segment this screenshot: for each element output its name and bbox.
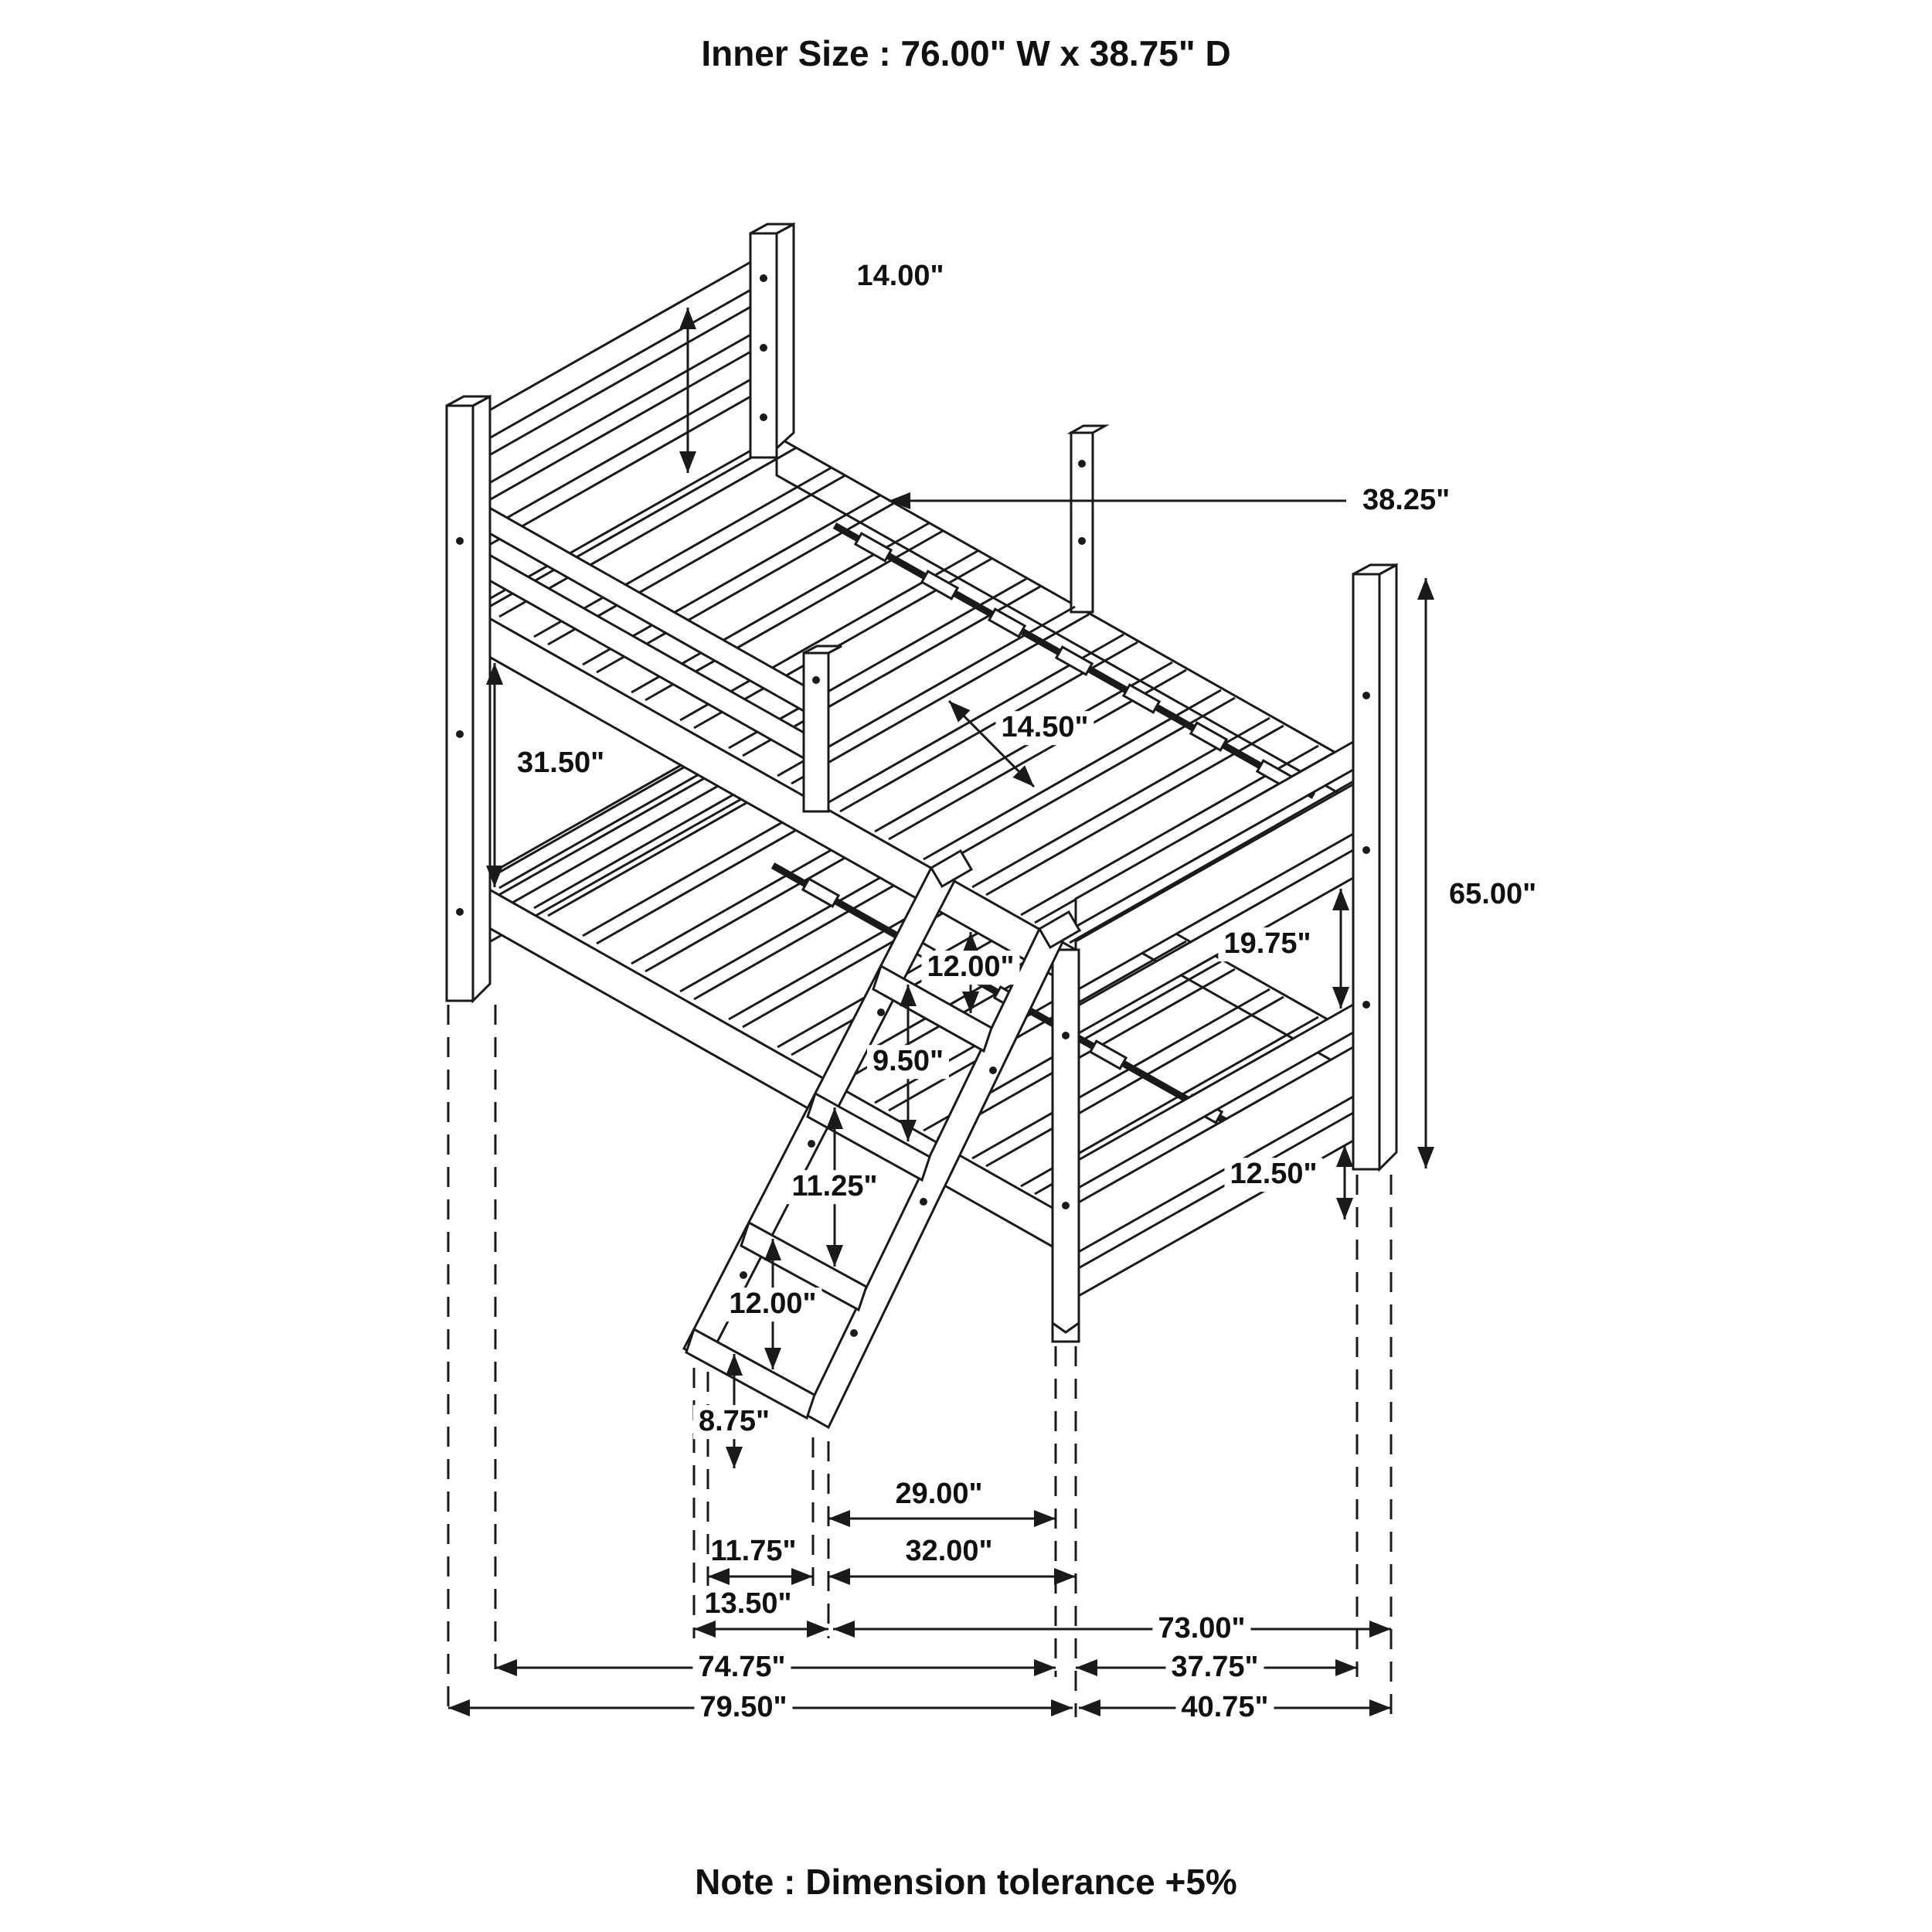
dim-bunk-clearance: 31.50" — [512, 747, 610, 781]
dim-overall-height: 65.00" — [1444, 878, 1542, 912]
dim-headboard-height: 14.00" — [856, 260, 944, 293]
head-front-post-side — [473, 396, 490, 1001]
dim-ladder-4: 12.00" — [723, 1287, 821, 1321]
dim-ladder-3: 11.25" — [786, 1170, 883, 1204]
foot-back-post — [1353, 574, 1379, 1169]
page-title: Inner Size : 76.00" W x 38.75" D — [701, 33, 1231, 73]
dim-frame-length: 74.75" — [692, 1651, 791, 1685]
dim-foot-panel-gap: 19.75" — [1218, 927, 1316, 961]
dim-overall-depth: 40.75" — [1175, 1691, 1274, 1725]
dim-ladder-2: 9.50" — [867, 1045, 949, 1079]
dim-upper-rail: 14.50" — [995, 711, 1094, 745]
foot-front-post — [1053, 950, 1079, 1342]
back-guard-post — [1071, 433, 1093, 612]
dim-ladder-bottom: 8.75" — [693, 1405, 775, 1439]
dim-ladder-run: 29.00" — [895, 1478, 983, 1511]
dim-ladder-offset: 32.00" — [905, 1535, 993, 1568]
head-back-post-side — [777, 224, 794, 448]
foot-back-post-side — [1379, 565, 1396, 1169]
dim-ladder-top: 12.00" — [921, 951, 1019, 985]
dim-frame-inner-depth: 37.75" — [1165, 1651, 1264, 1685]
dim-slat-depth: 38.25" — [1362, 484, 1451, 517]
dim-ladder-outer-width: 13.50" — [704, 1587, 792, 1621]
dim-ladder-inner-width: 11.75" — [710, 1535, 797, 1568]
back-guard-post-cap — [1071, 426, 1105, 433]
dim-overall-length: 79.50" — [694, 1691, 792, 1725]
dim-frame-inner-length: 73.00" — [1152, 1612, 1250, 1646]
note-text: Note : Dimension tolerance +5% — [695, 1862, 1237, 1902]
dim-lower-leg: 12.50" — [1224, 1158, 1322, 1192]
